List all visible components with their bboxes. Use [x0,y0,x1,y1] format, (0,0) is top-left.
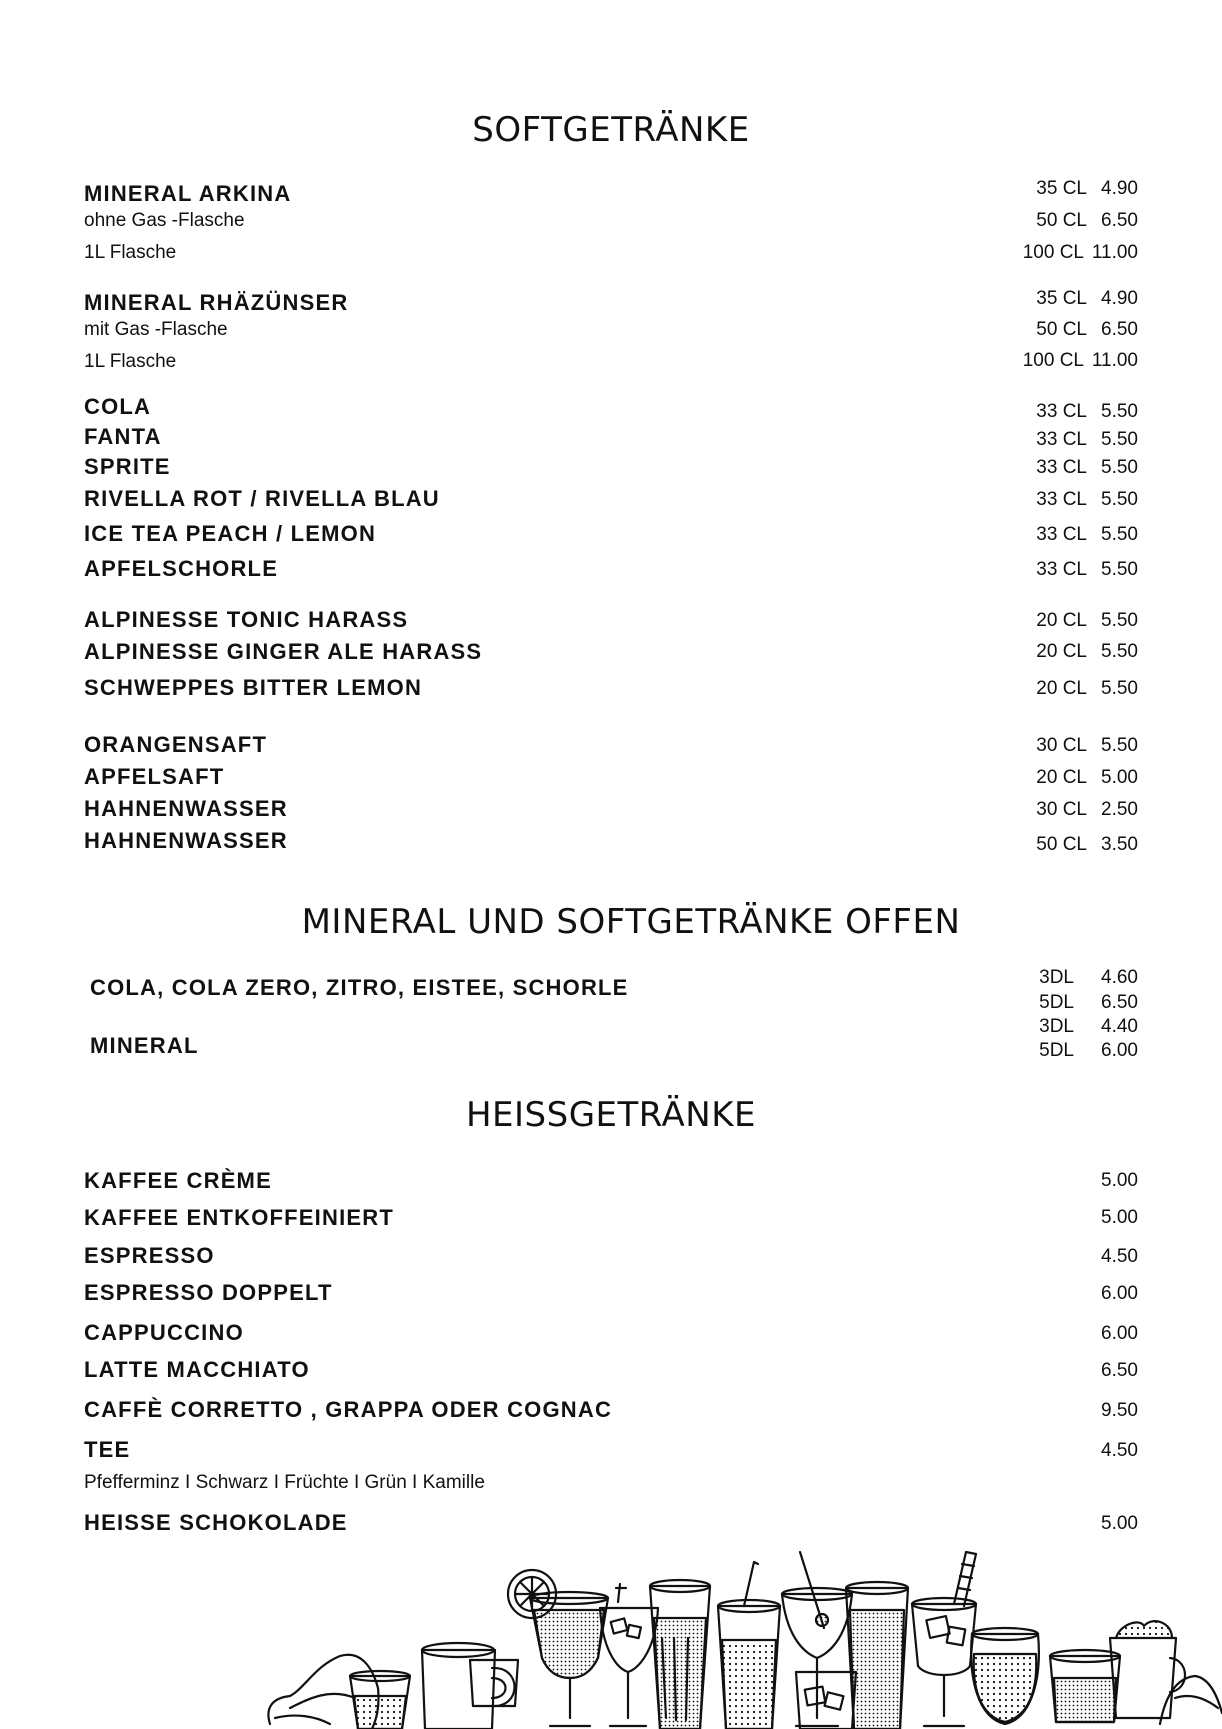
item-price: 6.00 [1101,1040,1138,1061]
item-name: ESPRESSO [84,1243,215,1268]
item-description: 1L Flasche [84,242,177,263]
item-name: CAFFÈ CORRETTO , GRAPPA ODER COGNAC [84,1397,613,1422]
item-name: ALPINESSE TONIC HARASS [84,607,409,632]
section-title-heissgetraenke: HEISSGETRÄNKE [465,1095,757,1135]
item-name: ALPINESSE GINGER ALE HARASS [84,639,483,664]
item-price: 5.50 [1101,559,1138,580]
item-volume: 5DL [1039,992,1074,1013]
item-price: 5.00 [1101,767,1138,788]
item-volume: 33 CL [1036,559,1087,580]
item-name: MINERAL [90,1033,199,1058]
item-volume: 100 CL [1022,350,1084,371]
item-price: 6.50 [1101,992,1138,1013]
item-price: 6.50 [1101,210,1138,231]
item-volume: 50 CL [1036,319,1087,340]
item-name: FANTA [84,424,162,449]
item-price: 4.40 [1101,1016,1138,1037]
item-volume: 35 CL [1036,178,1087,199]
item-volume: 3DL [1039,1016,1074,1037]
item-price: 6.50 [1101,1360,1138,1381]
drinks-glasses-illustration [260,1548,1222,1729]
item-volume: 33 CL [1036,524,1087,545]
item-volume: 100 CL [1022,242,1084,263]
item-price: 5.50 [1101,457,1138,478]
item-price: 5.00 [1101,1513,1138,1534]
item-price: 9.50 [1101,1400,1138,1421]
item-price: 5.50 [1101,401,1138,422]
item-price: 5.50 [1101,641,1138,662]
item-name: ESPRESSO DOPPELT [84,1280,333,1305]
item-name: MINERAL ARKINA [84,181,292,206]
item-price: 6.00 [1101,1323,1138,1344]
item-name: APFELSCHORLE [84,556,279,581]
item-price: 5.50 [1101,678,1138,699]
item-description: ohne Gas -Flasche [84,210,245,231]
item-price: 5.50 [1101,735,1138,756]
item-volume: 20 CL [1036,678,1087,699]
item-name: KAFFEE CRÈME [84,1168,272,1193]
item-name: CAPPUCCINO [84,1320,244,1345]
item-price: 4.90 [1101,178,1138,199]
item-volume: 50 CL [1036,834,1087,855]
item-price: 4.60 [1101,967,1138,988]
item-price: 2.50 [1101,799,1138,820]
item-name: MINERAL RHÄZÜNSER [84,290,349,315]
item-price: 5.50 [1101,429,1138,450]
item-price: 11.00 [1091,242,1138,263]
item-volume: 20 CL [1036,767,1087,788]
item-name: RIVELLA ROT / RIVELLA BLAU [84,486,440,511]
martini-glass-icon [600,1608,658,1672]
item-price: 5.00 [1101,1207,1138,1228]
item-price: 5.50 [1101,524,1138,545]
item-volume: 5DL [1039,1040,1074,1061]
item-name: COLA, COLA ZERO, ZITRO, EISTEE, SCHORLE [90,975,629,1000]
item-volume: 35 CL [1036,288,1087,309]
item-name: LATTE MACCHIATO [84,1357,310,1382]
coffee-cup-icon [1110,1638,1176,1718]
item-name: HAHNENWASSER [84,796,288,821]
item-description: Pfefferminz I Schwarz I Früchte I Grün I Kamille [84,1472,485,1493]
item-price: 6.00 [1101,1283,1138,1304]
item-volume: 33 CL [1036,489,1087,510]
item-name: APFELSAFT [84,764,225,789]
item-price: 11.00 [1091,350,1138,371]
item-volume: 30 CL [1036,735,1087,756]
item-volume: 3DL [1039,967,1074,988]
item-volume: 30 CL [1036,799,1087,820]
item-price: 6.50 [1101,319,1138,340]
item-price: 4.50 [1101,1246,1138,1267]
item-name: HEISSE SCHOKOLADE [84,1510,348,1535]
item-volume: 33 CL [1036,401,1087,422]
item-price: 5.00 [1101,1170,1138,1191]
item-price: 4.50 [1101,1440,1138,1461]
item-name: ICE TEA PEACH / LEMON [84,521,377,546]
item-price: 5.50 [1101,610,1138,631]
item-volume: 20 CL [1036,610,1087,631]
mug-icon [422,1650,495,1729]
goblet-icon [912,1604,976,1675]
item-description: 1L Flasche [84,351,177,372]
item-name: KAFFEE ENTKOFFEINIERT [84,1205,394,1230]
item-price: 3.50 [1101,834,1138,855]
section-title-softgetraenke: SOFTGETRÄNKE [472,110,750,150]
item-volume: 33 CL [1036,457,1087,478]
item-volume: 50 CL [1036,210,1087,231]
item-volume: 20 CL [1036,641,1087,662]
item-name: HAHNENWASSER [84,828,288,853]
item-name: TEE [84,1437,131,1462]
item-name: ORANGENSAFT [84,732,268,757]
item-name: SCHWEPPES BITTER LEMON [84,675,423,700]
item-name: SPRITE [84,454,171,479]
item-price: 4.90 [1101,288,1138,309]
item-name: COLA [84,394,152,419]
item-description: mit Gas -Flasche [84,319,228,340]
item-price: 5.50 [1101,489,1138,510]
item-volume: 33 CL [1036,429,1087,450]
section-title-offen: MINERAL UND SOFTGETRÄNKE OFFEN [301,902,961,942]
